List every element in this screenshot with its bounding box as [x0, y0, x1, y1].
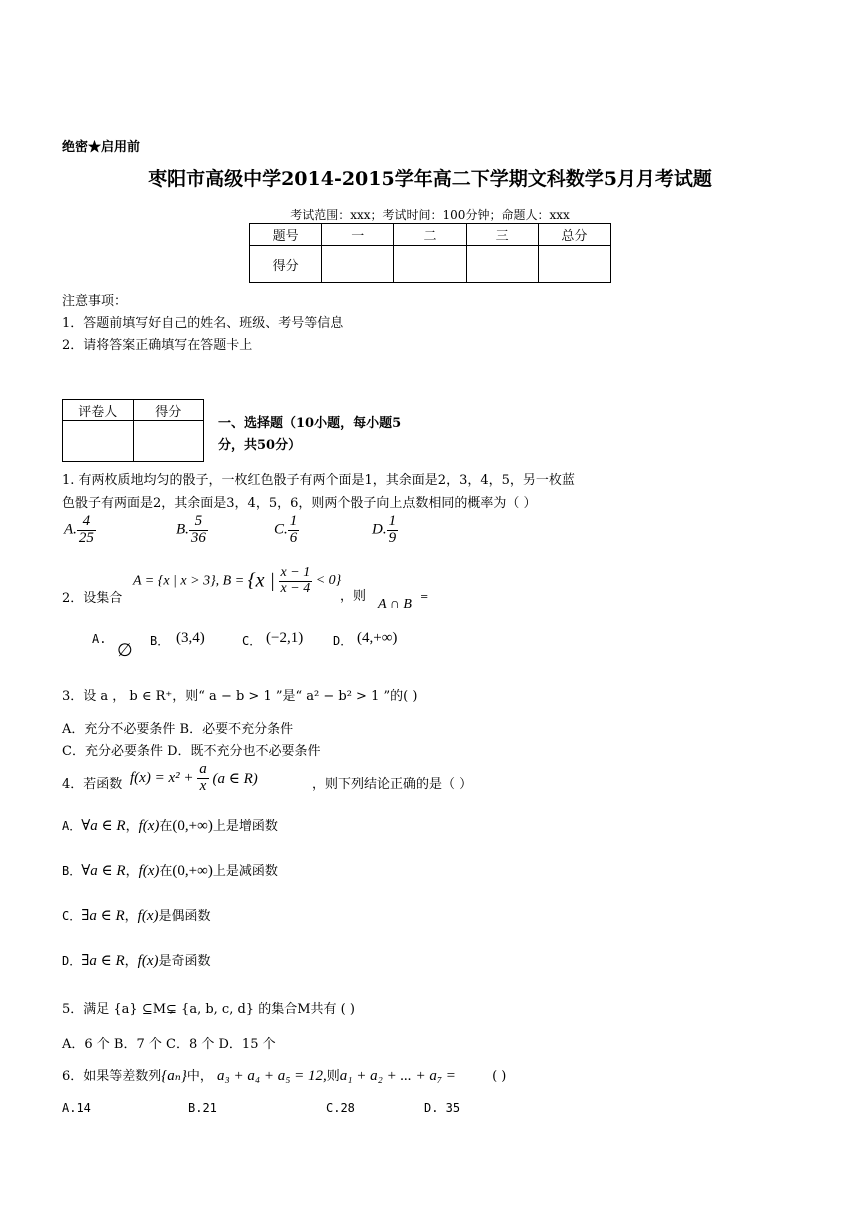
option-label: B. — [176, 521, 189, 538]
score-cell[interactable] — [394, 246, 466, 283]
q1-option-c — [274, 514, 299, 547]
equation: a₁ + a₂ + ... + a₇ = — [339, 1068, 456, 1084]
score-row-label: 得分 — [250, 246, 322, 283]
quantifier: ∀a ∈ R — [81, 818, 126, 834]
q2-equals: = — [420, 592, 429, 603]
option-label: D. — [372, 521, 387, 538]
fraction-denominator: 36 — [190, 529, 206, 546]
function-expression: f(x) = x² + — [130, 769, 194, 786]
question-text: 中， — [186, 1069, 213, 1084]
grader-header: 得分 — [133, 400, 204, 421]
option-label: C． — [62, 909, 82, 923]
fraction-numerator: 1 — [388, 513, 397, 529]
q2-intersection: A ∩ B — [378, 597, 412, 612]
q4-option-a — [62, 815, 278, 835]
q6-option-b: B.21 — [188, 1101, 217, 1115]
function-name: f(x) — [138, 818, 160, 834]
sequence: {aₙ} — [161, 1068, 187, 1084]
separator: ， — [124, 954, 138, 969]
score-header-cell: 题号 — [250, 224, 322, 246]
q4-option-c — [62, 905, 211, 925]
section-heading: 一、选择题（10小题，每小题5 — [218, 416, 402, 431]
interval: (0,+∞) — [172, 863, 213, 879]
separator: ， — [125, 864, 139, 879]
question-text: 则 — [326, 1069, 340, 1084]
q3-options-ab: A．充分不必要条件 B．必要不充分条件 — [62, 722, 294, 737]
question-4-suffix: ，则下列结论正确的是（ ） — [312, 777, 473, 792]
separator: ， — [125, 819, 139, 834]
question-text: 6．如果等差数列 — [62, 1069, 162, 1084]
q6-option-c: C.28 — [326, 1101, 355, 1115]
option-label: C. — [274, 521, 288, 538]
set-b-open: {x | — [247, 569, 276, 592]
q3-options-cd: C．充分必要条件 D．既不充分也不必要条件 — [62, 744, 321, 759]
quantifier: ∀a ∈ R — [81, 863, 126, 879]
question-6 — [62, 1065, 506, 1085]
q2-option-d-label: D． — [333, 634, 353, 648]
score-header-cell: 二 — [394, 224, 466, 246]
grader-cell[interactable] — [63, 421, 134, 462]
q2-option-c-value: (−2,1) — [266, 630, 304, 646]
score-header-cell: 总分 — [538, 224, 610, 246]
quantifier: ∃a ∈ R — [81, 908, 125, 924]
fraction-numerator: a — [199, 761, 207, 777]
set-b-close: < 0} — [315, 573, 342, 589]
score-table — [249, 223, 611, 283]
fraction-numerator: 1 — [289, 513, 298, 529]
option-text: 是偶函数 — [158, 909, 211, 924]
q6-option-a: A.14 — [62, 1101, 91, 1115]
q1-option-d — [372, 514, 398, 547]
score-header-cell: 一 — [322, 224, 394, 246]
quantifier: ∃a ∈ R — [81, 953, 125, 969]
exam-info: 考试范围：xxx；考试时间：100分钟；命题人：xxx — [290, 208, 570, 222]
q2-option-a-label: A. — [92, 632, 107, 646]
option-text: 在 — [159, 864, 173, 879]
q5-options: A．6 个 B．7 个 C．8 个 D．15 个 — [62, 1037, 276, 1052]
fraction-numerator: 5 — [189, 514, 208, 531]
question-3: 3．设 a ， b ∈ R⁺，则“ a − b > 1 ”是“ a² − b² > 1 ”的( ) — [62, 689, 418, 704]
q2-option-a-value: ∅ — [117, 640, 133, 661]
q1-option-a — [64, 514, 96, 547]
fraction-denominator: 9 — [388, 529, 397, 546]
notes-title: 注意事项： — [62, 294, 128, 309]
note-item: 1．答题前填写好自己的姓名、班级、考号等信息 — [62, 316, 344, 331]
fraction-denominator: x — [199, 777, 207, 794]
q2-then: ，则 — [340, 589, 367, 604]
answer-paren: ( ) — [492, 1069, 507, 1084]
separator: ， — [124, 909, 138, 924]
option-text: 是奇函数 — [158, 954, 211, 969]
q2-option-d-value: (4,+∞) — [357, 630, 398, 646]
option-text: 上是增函数 — [212, 819, 278, 834]
q1-option-b — [176, 514, 208, 547]
note-item: 2．请将答案正确填写在答题卡上 — [62, 338, 253, 353]
equation: a₃ + a₄ + a₅ = 12, — [217, 1068, 327, 1084]
section-heading-cont: 分，共50分） — [218, 438, 302, 453]
grader-cell[interactable] — [133, 421, 204, 462]
fraction-denominator: x − 4 — [280, 580, 311, 596]
q2-option-c-label: C． — [242, 634, 262, 648]
page-title: 枣阳市高级中学2014-2015学年高二下学期文科数学5月月考试题 — [148, 168, 712, 190]
confidential-mark: 绝密★启用前 — [62, 140, 141, 155]
question-4-prefix: 4．若函数 — [62, 777, 123, 792]
function-name: f(x) — [137, 908, 159, 924]
question-5: 5．满足 {a} ⊆M⊊ {a, b, c, d} 的集合M共有 ( ) — [62, 1002, 355, 1017]
q2-option-b-label: B． — [150, 634, 170, 648]
interval: (0,+∞) — [172, 818, 213, 834]
option-label: A． — [62, 819, 82, 833]
question-1-line1: 1. 有两枚质地均匀的骰子，一枚红色骰子有两个面是1，其余面是2，3，4，5，另一枚蓝 — [62, 473, 575, 488]
fraction-numerator: 4 — [77, 514, 96, 531]
score-header-cell: 三 — [466, 224, 538, 246]
fraction-denominator: 6 — [289, 529, 298, 546]
set-a: A = {x | x > 3}, B = — [133, 573, 245, 589]
option-text: 上是减函数 — [212, 864, 278, 879]
question-1-line2: 色骰子有两面是2，其余面是3，4，5，6，则两个骰子向上点数相同的概率为（ ） — [62, 496, 537, 511]
function-domain: (a ∈ R) — [212, 770, 258, 787]
fraction-denominator: 25 — [78, 529, 94, 546]
fraction-numerator: x − 1 — [280, 565, 311, 580]
function-name: f(x) — [138, 863, 160, 879]
q2-option-b-value: (3,4) — [176, 630, 205, 646]
option-text: 在 — [159, 819, 173, 834]
q4-function — [130, 762, 258, 795]
question-2-prefix: 2．设集合 — [62, 591, 123, 606]
option-label: D． — [62, 954, 82, 968]
score-cell[interactable] — [322, 246, 394, 283]
q4-option-b — [62, 860, 278, 880]
q4-option-d — [62, 950, 211, 970]
q2-set-definition — [133, 566, 341, 596]
grader-header: 评卷人 — [63, 400, 134, 421]
option-label: B． — [62, 864, 82, 878]
score-cell[interactable] — [538, 246, 610, 283]
q6-option-d: D. 35 — [424, 1101, 461, 1115]
function-name: f(x) — [137, 953, 159, 969]
score-cell[interactable] — [466, 246, 538, 283]
grader-table — [62, 399, 204, 462]
option-label: A. — [64, 521, 77, 538]
